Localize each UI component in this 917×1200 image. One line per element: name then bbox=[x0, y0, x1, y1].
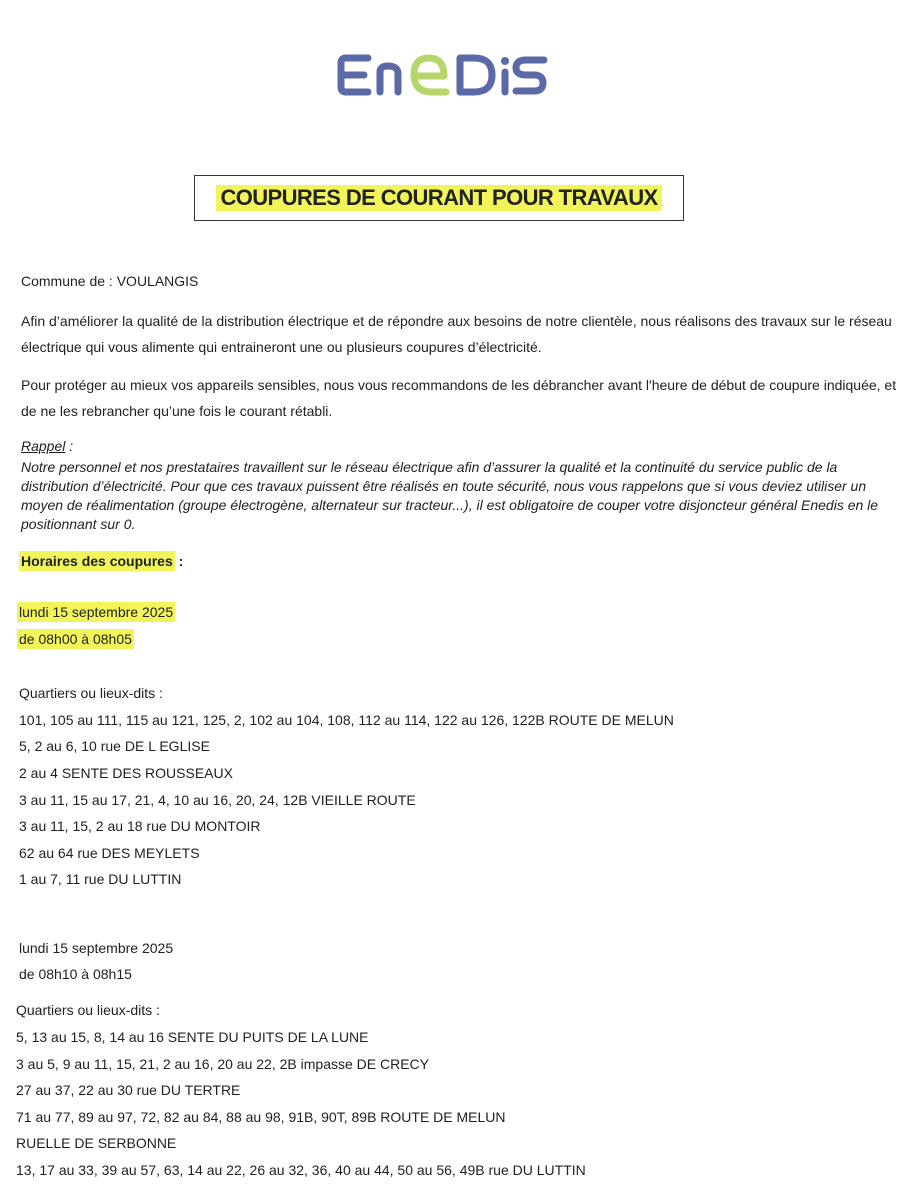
outage-2-area: 3 au 5, 9 au 11, 15, 21, 2 au 16, 20 au 22, 2B impasse DE CRECY bbox=[16, 1056, 429, 1072]
page-title: COUPURES DE COURANT POUR TRAVAUX bbox=[216, 185, 661, 211]
intro-paragraph-1: Afin d’améliorer la qualité de la distribution électrique et de répondre aux besoins de notre clientèle, nous réalisons des travaux sur le réseau électrique qui vous alimente qui entraineront une ou plusieurs coupures d’électricité. bbox=[21, 313, 892, 355]
outage-2-areas-label: Quartiers ou lieux-dits : bbox=[16, 1002, 160, 1018]
rappel-colon: : bbox=[65, 438, 74, 454]
outage-1-date: lundi 15 septembre 2025 bbox=[19, 604, 174, 620]
outage-1-area: 3 au 11, 15 au 17, 21, 4, 10 au 16, 20, 24, 12B VIEILLE ROUTE bbox=[19, 792, 416, 808]
outage-1-area: 5, 2 au 6, 10 rue DE L EGLISE bbox=[19, 738, 210, 754]
rappel-text: Notre personnel et nos prestataires travaillent sur le réseau électrique afin d’assurer la qualité et la continuité du service public de la distribution d’électricité. Pour que ces travaux puissent être réalisés en toute sécurité, nous vous rappelons que si vous deviez utiliser un moyen de réalimentation (groupe électrogène, alternateur sur tracteur...), il est obligatoire de couper votre disjoncteur général Enedis en le positionnant sur 0. bbox=[21, 459, 879, 532]
intro-paragraph-2: Pour protéger au mieux vos appareils sensibles, nous vous recommandons de les débrancher avant l'heure de début de coupure indiquée, et de ne les rebrancher qu’une fois le courant rétabli. bbox=[21, 377, 897, 419]
outage-1-time: de 08h00 à 08h05 bbox=[19, 631, 132, 647]
outage-1-area: 101, 105 au 111, 115 au 121, 125, 2, 102 au 104, 108, 112 au 114, 122 au 126, 122B ROUTE DE MELUN bbox=[19, 712, 674, 728]
outage-2-area: RUELLE DE SERBONNE bbox=[16, 1135, 177, 1151]
schedule-heading-colon: : bbox=[174, 553, 184, 569]
outage-1-areas-label: Quartiers ou lieux-dits : bbox=[19, 685, 163, 701]
rappel-heading bbox=[21, 437, 73, 456]
outage-1-area: 1 au 7, 11 rue DU LUTTIN bbox=[19, 871, 182, 887]
outage-1-area: 62 au 64 rue DES MEYLETS bbox=[19, 845, 200, 861]
outage-2-date: lundi 15 septembre 2025 bbox=[19, 940, 174, 956]
outage-2-area: 27 au 37, 22 au 30 rue DU TERTRE bbox=[16, 1082, 241, 1098]
outage-2-time: de 08h10 à 08h15 bbox=[19, 966, 132, 982]
outage-1-area: 2 au 4 SENTE DES ROUSSEAUX bbox=[19, 765, 233, 781]
outage-2-area: 13, 17 au 33, 39 au 57, 63, 14 au 22, 26 au 32, 36, 40 au 44, 50 au 56, 49B rue DU LUTTIN bbox=[16, 1162, 586, 1178]
outage-2-area: 5, 13 au 15, 8, 14 au 16 SENTE DU PUITS DE LA LUNE bbox=[16, 1029, 369, 1045]
commune-label: Commune de : VOULANGIS bbox=[21, 273, 199, 289]
schedule-heading bbox=[19, 552, 183, 570]
outage-1-area: 3 au 11, 15, 2 au 18 rue DU MONTOIR bbox=[19, 818, 261, 834]
enedis-logo bbox=[336, 50, 548, 100]
title-box bbox=[194, 175, 684, 221]
schedule-heading-label: Horaires des coupures bbox=[21, 553, 173, 569]
rappel-label: Rappel bbox=[21, 438, 66, 454]
outage-2-area: 71 au 77, 89 au 97, 72, 82 au 84, 88 au 98, 91B, 90T, 89B ROUTE DE MELUN bbox=[16, 1109, 506, 1125]
